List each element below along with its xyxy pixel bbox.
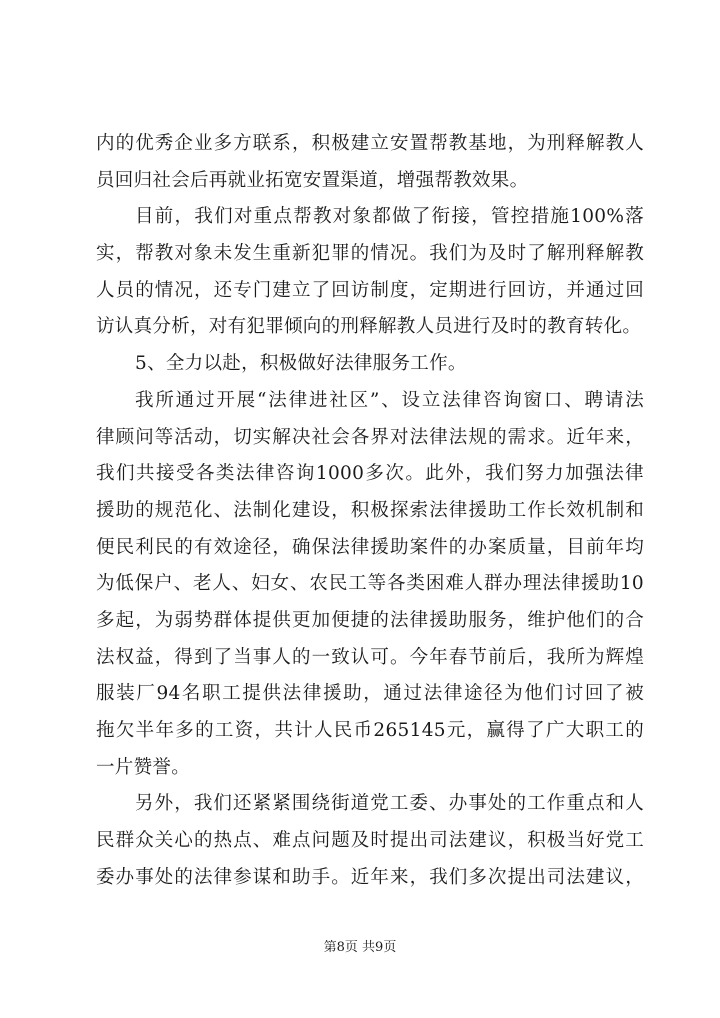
text-line: 律顾问等活动，切实解决社会各界对法律法规的需求。近年来， [96,426,644,448]
text-line: 援助的规范化、法制化建设，积极探索法律援助工作长效机制和 [96,499,644,521]
text-line: 服装厂94名职工提供法律援助，通过法律途径为他们讨回了被 [96,683,644,705]
section-heading: 5、全力以赴，积极做好法律服务工作。 [135,353,467,375]
text-line: 目前，我们对重点帮教对象都做了衔接，管控措施100%落 [135,206,644,228]
text-line: 一片赞誉。 [96,756,191,778]
text-line: 委办事处的法律参谋和助手。近年来，我们多次提出司法建议， [96,866,644,888]
page-number-footer: 第8页 共9页 [323,940,397,955]
text-line: 人员的情况，还专门建立了回访制度，定期进行回访，并通过回 [96,279,644,301]
text-line: 我所通过开展“法律进社区”、设立法律咨询窗口、聘请法 [135,389,644,411]
text-line: 我们共接受各类法律咨询1000多次。此外，我们努力加强法律 [96,463,644,485]
text-line: 法权益，得到了当事人的一致认可。今年春节前后，我所为辉煌 [96,646,644,668]
text-line: 内的优秀企业多方联系，积极建立安置帮教基地，为刑释解教人 [96,133,644,154]
text-line: 实，帮教对象未发生重新犯罪的情况。我们为及时了解刑释解教 [96,243,644,265]
text-line: 多起，为弱势群体提供更加便捷的法律援助服务，维护他们的合 [96,609,644,631]
text-line: 便民利民的有效途径，确保法律援助案件的办案质量，目前年均 [96,536,644,558]
text-line: 另外，我们还紧紧围绕街道党工委、办事处的工作重点和人 [135,793,644,815]
document-body [96,126,644,896]
text-line: 访认真分析，对有犯罪倾向的刑释解教人员进行及时的教育转化。 [96,316,642,338]
text-line: 民群众关心的热点、难点问题及时提出司法建议，积极当好党工 [96,830,644,852]
text-line: 拖欠半年多的工资，共计人民币265145元，赢得了广大职工的 [96,720,644,741]
text-line: 为低保户、老人、妇女、农民工等各类困难人群办理法律援助10 [96,573,644,595]
text-line: 员回归社会后再就业拓宽安置渠道，增强帮教效果。 [96,169,529,191]
